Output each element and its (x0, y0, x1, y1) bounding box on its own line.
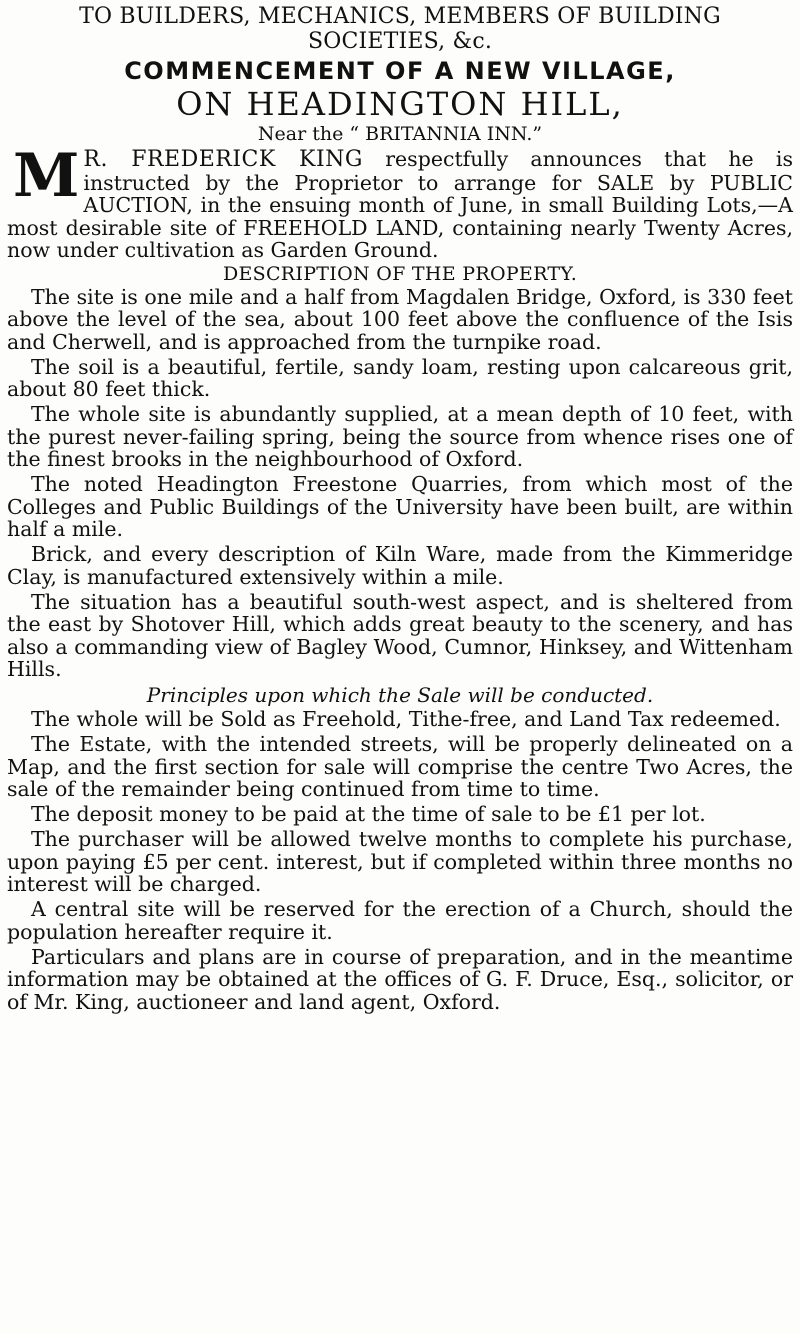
description-paragraph: The whole site is abundantly supplied, at a mean depth of 10 feet, with the purest never-failing spring, being the source from whence rises one of the finest brooks in the neighbourhood of Oxford. (7, 402, 793, 471)
principles-paragraph: Particulars and plans are in course of preparation, and in the meantime information may be obtained at the offices of G. F. Druce, Esq., solicitor, or of Mr. King, auctioneer and land agent, Oxford. (7, 944, 793, 1014)
principles-paragraph: The whole will be Sold as Freehold, Tithe-free, and Land Tax redeemed. (31, 707, 781, 731)
intro-text: respectfully announces that he is instructed by the Proprietor to arrange for SALE by PUBLIC AUCTION, in the ensuing month of June, in small Building Lots,—A most desirable site of FREEHOLD LAND, containing nearly Twenty Acres, now under cultivation as Garden Ground. (7, 147, 793, 262)
description-paragraph: Brick, and every description of Kiln Ware, made from the Kimmeridge Clay, is manufactured extensively within a mile. (7, 542, 793, 589)
drop-cap: M (13, 141, 80, 211)
main-headline: COMMENCEMENT OF A NEW VILLAGE, (124, 57, 676, 85)
location-headline: ON HEADINGTON HILL, (176, 85, 624, 123)
description-paragraph: The site is one mile and a half from Magdalen Bridge, Oxford, is 330 feet above the level of the sea, about 100 feet above the confluence of the Isis and Cherwell, and is approached from the turnpike road. (7, 284, 793, 354)
description-paragraph: The situation has a beautiful south-west aspect, and is sheltered from the east by Shotover Hill, which adds great beauty to the scenery, and has also a commanding view of Bagley Wood, Cumnor, Hinksey, and Wittenham Hills. (7, 589, 793, 681)
auctioneer-name: R. FREDERICK KING (83, 147, 363, 172)
principles-paragraph: The Estate, with the intended streets, will be properly delineated on a Map, and the first section for sale will comprise the centre Two Acres, the sale of the remainder being continued from time to time. (7, 732, 793, 801)
principles-heading: Principles upon which the Sale will be conducted. (146, 683, 654, 707)
location-subheading: Near the “ BRITANNIA INN.” (257, 123, 543, 145)
audience-heading: TO BUILDERS, MECHANICS, MEMBERS OF BUILDING SOCIETIES, &c. (79, 4, 721, 54)
description-heading: DESCRIPTION OF THE PROPERTY. (222, 262, 578, 285)
principles-paragraph: The purchaser will be allowed twelve months to complete his purchase, upon paying £5 per cent. interest, but if completed within three months no interest will be charged. (7, 827, 793, 896)
intro-paragraph (7, 141, 793, 262)
principles-paragraph: The deposit money to be paid at the time of sale to be £1 per lot. (31, 802, 706, 826)
description-paragraph: The soil is a beautiful, fertile, sandy loam, resting upon calcareous grit, about 80 feet thick. (7, 354, 793, 401)
principles-paragraph: A central site will be reserved for the erection of a Church, should the population hereafter require it. (7, 897, 793, 944)
description-paragraph: The noted Headington Freestone Quarries, from which most of the Colleges and Public Buildings of the University have been built, are within half a mile. (7, 472, 793, 541)
